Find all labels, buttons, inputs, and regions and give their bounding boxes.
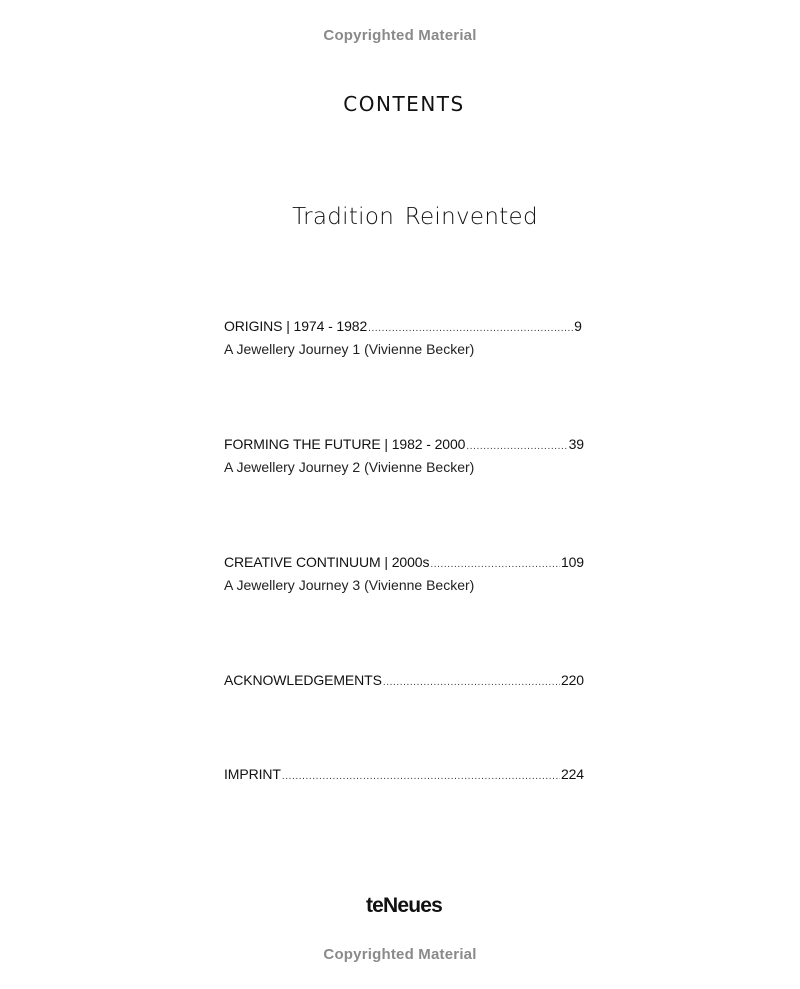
toc-entry-imprint[interactable] <box>224 766 584 782</box>
toc-entry-line <box>224 318 584 334</box>
toc-entry-line <box>224 554 584 570</box>
toc-entry-acknowledgements[interactable] <box>224 672 584 688</box>
toc-entry-title: IMPRINT <box>224 766 281 782</box>
toc-entry-line <box>224 766 584 782</box>
toc-entry-subtitle: A Jewellery Journey 1 (Vivienne Becker) <box>224 341 475 357</box>
dot-leader <box>282 771 560 782</box>
book-title: Tradition Reinvented <box>292 204 538 230</box>
toc-entry-title: ORIGINS | 1974 - 1982 <box>224 318 368 334</box>
toc-entry-origins[interactable] <box>224 318 584 357</box>
toc-entry-subtitle: A Jewellery Journey 3 (Vivienne Becker) <box>224 577 475 593</box>
toc-entry-subtitle: A Jewellery Journey 2 (Vivienne Becker) <box>224 459 475 475</box>
toc-entry-page-number: 224 <box>560 766 584 782</box>
dot-leader <box>466 441 567 452</box>
toc-entry-title: ACKNOWLEDGEMENTS <box>224 672 382 688</box>
publisher-logo: teNeues <box>365 894 443 917</box>
toc-entry-page-number: 109 <box>560 554 584 570</box>
toc-entry-page-number: 39 <box>568 436 584 452</box>
toc-entry-title: FORMING THE FUTURE | 1982 - 2000 <box>224 436 466 452</box>
toc-entry-creative-continuum[interactable] <box>224 554 584 593</box>
toc-entry-page-number: 9 <box>574 318 582 334</box>
toc-entry-line <box>224 436 584 452</box>
contents-heading: CONTENTS <box>343 92 465 116</box>
toc-entry-title: CREATIVE CONTINUUM | 2000s <box>224 554 430 570</box>
dot-leader <box>430 559 560 570</box>
toc-entry-line <box>224 672 584 688</box>
dot-leader <box>368 323 573 334</box>
copyright-watermark-top: Copyrighted Material <box>323 27 477 44</box>
dot-leader <box>383 677 560 688</box>
toc-entry-page-number: 220 <box>560 672 584 688</box>
copyright-watermark-bottom: Copyrighted Material <box>323 946 477 963</box>
toc-entry-forming-the-future[interactable] <box>224 436 584 475</box>
